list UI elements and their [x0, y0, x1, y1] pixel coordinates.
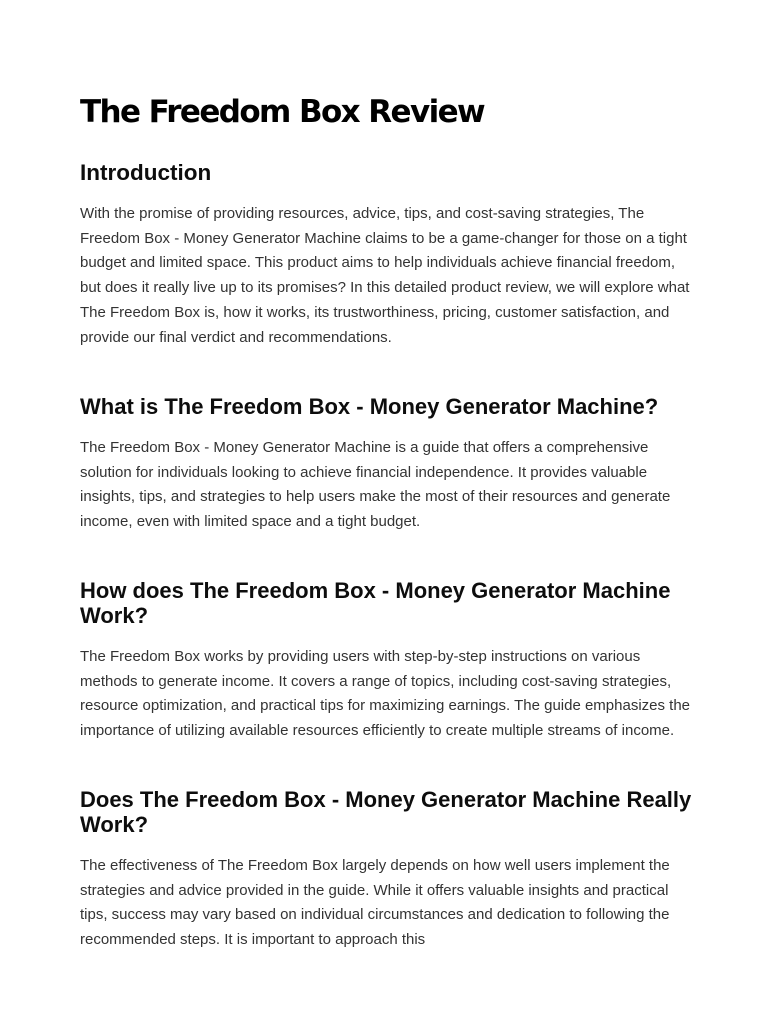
section-paragraph: The Freedom Box - Money Generator Machine is a guide that offers a comprehensive solution for individuals looking to achieve financial independence. It provides valuable insights, tips, and strategies to help users make the most of their resources and generate income, even with limited space and a tight budget.: [80, 439, 671, 531]
section-how-it-works: [80, 578, 692, 744]
section-does-it-work: [80, 787, 692, 953]
section-heading: How does The Freedom Box - Money Generator Machine Work?: [80, 578, 671, 628]
section-heading: Introduction: [80, 160, 212, 185]
section-heading: What is The Freedom Box - Money Generator Machine?: [80, 394, 659, 419]
page-title: The Freedom Box Review: [80, 94, 485, 130]
section-what-is: [80, 394, 692, 535]
section-paragraph: The effectiveness of The Freedom Box largely depends on how well users implement the strategies and advice provided in the guide. While it offers valuable insights and practical tips, success may vary based on individual circumstances and dedication to following the recommended steps. It is important to approach this: [80, 857, 670, 949]
section-heading: Does The Freedom Box - Money Generator Machine Really Work?: [80, 787, 692, 837]
section-paragraph: With the promise of providing resources, advice, tips, and cost-saving strategies, The Freedom Box - Money Generator Machine claims to be a game-changer for those on a tight budget and limited space. This product aims to help individuals achieve financial freedom, but does it really live up to its promises? In this detailed product review, we will explore what The Freedom Box is, how it works, its trustworthiness, pricing, customer satisfaction, and provide our final verdict and recommendations.: [80, 205, 690, 346]
section-paragraph: The Freedom Box works by providing users with step-by-step instructions on various methods to generate income. It covers a range of topics, including cost-saving strategies, resource optimization, and practical tips for maximizing earnings. The guide emphasizes the importance of utilizing available resources efficiently to create multiple streams of income.: [80, 648, 691, 740]
section-introduction: [80, 160, 692, 350]
